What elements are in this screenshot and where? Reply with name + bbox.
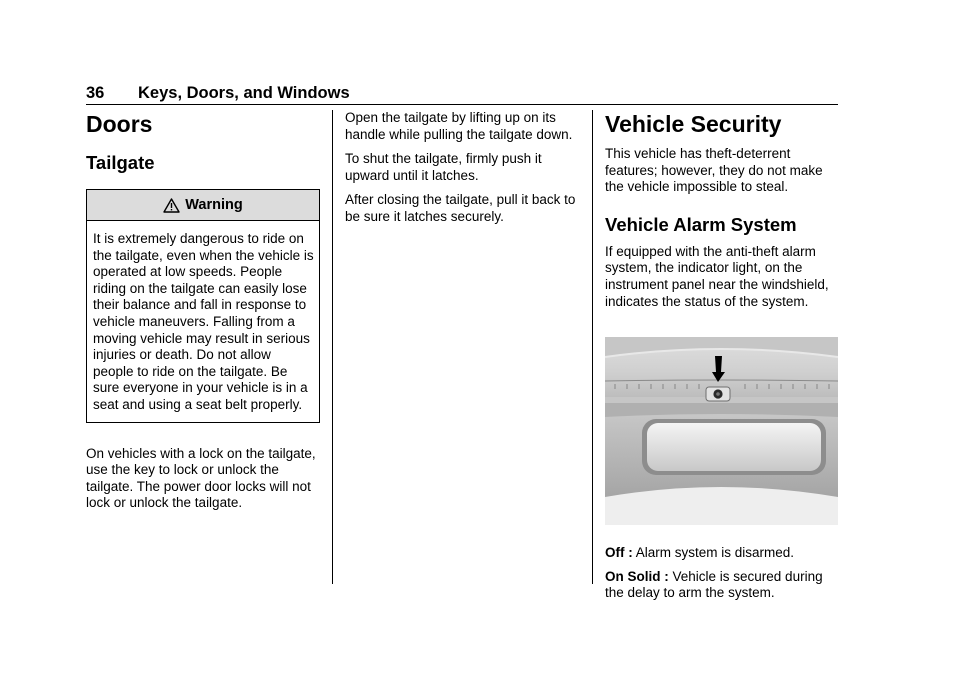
warning-text: It is extremely dangerous to ride on the tailgate, even when the vehicle is operated at low speeds. People riding on the tailgate can easily lose their balance and fall in response to vehicle maneuvers. Falling from a moving vehicle may result in serious injuries or death. Do not allow people to ride on the tailgate. Be sure everyone in your vehicle is in a seat and using a seat belt properly. <box>93 231 314 412</box>
alarm-system-paragraph: If equipped with the anti-theft alarm system, the indicator light, on the instrument panel near the windshield, indicates the status of the system. <box>605 243 829 309</box>
section-title: Keys, Doors, and Windows <box>138 84 350 102</box>
shut-tailgate-paragraph: To shut the tailgate, firmly push it upward until it latches. <box>345 151 542 183</box>
column-middle <box>345 110 579 226</box>
tailgate-lock-paragraph: On vehicles with a lock on the tailgate, use the key to lock or unlock the tailgate. The power door locks will not lock or unlock the tailgate. <box>86 445 316 511</box>
desc-on-solid: Vehicle is secured during the delay to arm the system. <box>605 568 823 601</box>
page-number: 36 <box>86 84 105 102</box>
column-right <box>605 110 841 602</box>
term-off: Off : <box>605 545 633 561</box>
indicator-light-photo <box>605 337 838 525</box>
column-divider <box>592 110 593 584</box>
alarm-status-off <box>605 545 841 562</box>
vehicle-security-heading: Vehicle Security <box>605 111 782 137</box>
term-on-solid: On Solid : <box>605 568 669 584</box>
tailgate-heading: Tailgate <box>86 152 155 173</box>
warning-header <box>87 190 319 221</box>
column-left <box>86 110 320 512</box>
open-tailgate-paragraph: Open the tailgate by lifting up on its handle while pulling the tailgate down. <box>345 110 573 142</box>
column-divider <box>332 110 333 584</box>
desc-off: Alarm system is disarmed. <box>632 545 795 561</box>
warning-triangle-icon <box>163 198 180 213</box>
alarm-system-heading: Vehicle Alarm System <box>605 213 797 235</box>
alarm-status-on-solid <box>605 569 841 602</box>
doors-heading: Doors <box>86 111 153 137</box>
page-header <box>86 82 838 105</box>
security-intro-paragraph: This vehicle has theft-deterrent features; however, they do not make the vehicle impossible to steal. <box>605 146 823 195</box>
after-closing-paragraph: After closing the tailgate, pull it back to be sure it latches securely. <box>345 192 576 224</box>
warning-title: Warning <box>185 197 243 213</box>
warning-box <box>86 189 320 423</box>
